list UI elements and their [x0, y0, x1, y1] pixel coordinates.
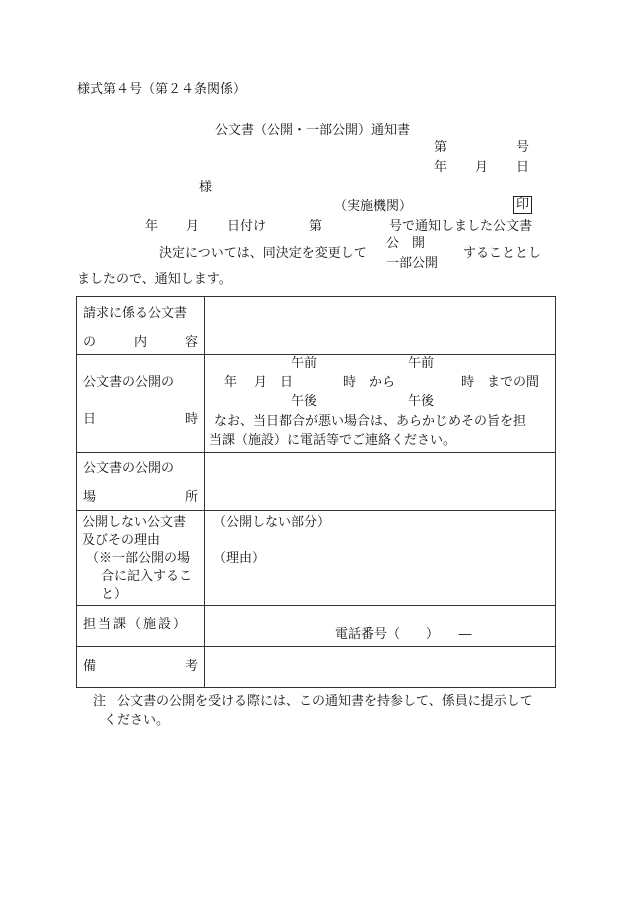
- document-content-field: [205, 297, 555, 354]
- date-year: 年: [434, 160, 448, 175]
- section-field: [205, 606, 555, 646]
- table-row-undisclosed: [77, 511, 556, 606]
- date-month: 月: [475, 160, 489, 175]
- intro-year: 年: [145, 219, 159, 234]
- place-field: [205, 453, 555, 510]
- table-row-datetime: [77, 355, 556, 453]
- remarks-field: [205, 647, 555, 687]
- intro-rest: 号で通知しました公文書: [389, 219, 533, 234]
- date-day: 日: [516, 160, 530, 175]
- intro-line2-pre: 決定については、同決定を変更して: [159, 246, 367, 261]
- table-row-remarks: [77, 647, 556, 688]
- number-go: 号: [516, 140, 530, 155]
- dt-from: 時 から: [343, 375, 396, 390]
- seal-mark: 印: [513, 196, 532, 214]
- label-undisclosed-3: （※一部公開の場: [86, 551, 191, 566]
- dt-month: 月: [254, 375, 268, 390]
- phone-number: 電話番号（ ） ―: [335, 627, 472, 642]
- dt-year: 年: [224, 375, 238, 390]
- label-undisclosed-5: と）: [101, 587, 128, 602]
- intro-dated: 日付け: [227, 219, 267, 234]
- undisclosed-reason: （理由）: [213, 551, 266, 566]
- am-1: 午前: [291, 356, 318, 371]
- label-requested-document: 請求に係る公文書: [83, 306, 188, 321]
- note-line-2: 当課（施設）に電話等でご連絡ください。: [209, 433, 457, 448]
- intro-line3: ましたので、通知します。: [77, 272, 232, 287]
- agency-label: （実施機関）: [334, 199, 413, 214]
- label-content: の 内 容: [83, 335, 198, 350]
- document-title: 公文書（公開・一部公開）通知書: [215, 123, 411, 138]
- label-section: 担当課（施設）: [83, 617, 189, 632]
- label-disclosure-date: 公文書の公開の: [83, 375, 175, 390]
- table-row-section: [77, 606, 556, 647]
- am-2: 午前: [408, 356, 435, 371]
- dt-day: 日: [280, 375, 294, 390]
- option-public: 公 開: [386, 236, 426, 251]
- footnote-line-2: ください。: [104, 713, 170, 728]
- number-dai: 第: [434, 140, 448, 155]
- footnote-line-1: 公文書の公開を受ける際には、この通知書を持参して、係員に提示して: [117, 694, 533, 709]
- intro-dai: 第: [309, 219, 323, 234]
- label-remarks: 備 考: [83, 659, 198, 674]
- label-datetime: 日 時: [83, 412, 198, 427]
- note-mark: 注: [93, 694, 107, 709]
- dt-until: 時 までの間: [461, 375, 540, 390]
- datetime-field: [205, 355, 555, 452]
- intro-line2-post: することとし: [463, 246, 542, 261]
- intro-month: 月: [186, 219, 200, 234]
- undisclosed-part: （公開しない部分）: [213, 515, 331, 530]
- label-place: 場 所: [83, 490, 198, 505]
- pm-2: 午後: [408, 394, 435, 409]
- label-undisclosed-2: 及びその理由: [82, 533, 161, 548]
- addressee-sama: 様: [199, 180, 213, 195]
- label-undisclosed-4: 合に記入するこ: [101, 569, 193, 584]
- pm-1: 午後: [291, 394, 318, 409]
- undisclosed-field: [205, 511, 555, 605]
- notice-table: [76, 296, 556, 688]
- table-row-place: [77, 453, 556, 511]
- option-partial: 一部公開: [386, 256, 439, 271]
- note-line-1: なお、当日都合が悪い場合は、あらかじめその旨を担: [214, 414, 527, 429]
- table-row-document: [77, 297, 556, 355]
- form-number: 様式第４号（第２４条関係）: [77, 82, 247, 97]
- label-disclosure-place: 公文書の公開の: [83, 461, 175, 476]
- label-undisclosed-1: 公開しない公文書: [82, 515, 187, 530]
